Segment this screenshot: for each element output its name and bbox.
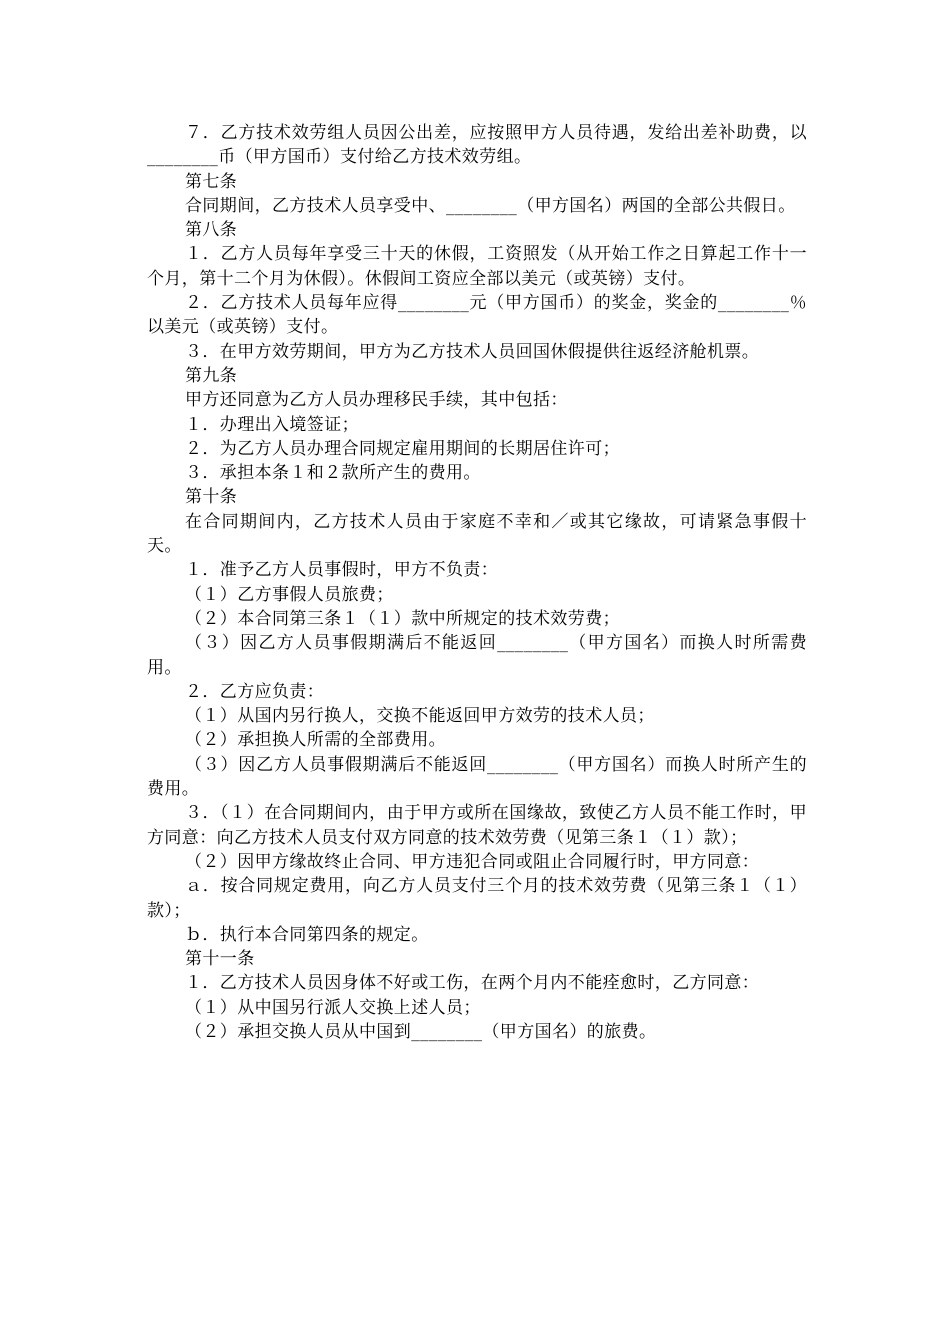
article-8-item-2: ２．乙方技术人员每年应得________元（甲方国币）的奖金，奖金的________％以美元（或英镑）支付。 bbox=[147, 293, 807, 338]
contract-text bbox=[147, 121, 807, 1044]
article-10-item-2-sub-3: （３）因乙方人员事假期满后不能返回________（甲方国名）而换人时所产生的费用。 bbox=[147, 754, 807, 800]
article-8-heading: 第八条 bbox=[185, 220, 238, 241]
article-7-heading: 第七条 bbox=[185, 171, 238, 192]
article-11-item-1-sub-2: （２）承担交换人员从中国到________（甲方国名）的旅费。 bbox=[185, 1021, 657, 1042]
article-10-item-2-sub-1: （１）从国内另行换人，交换不能返回甲方效劳的技术人员； bbox=[185, 706, 655, 727]
article-10-item-2-sub-2: （２）承担换人所需的全部费用。 bbox=[185, 730, 446, 751]
article-9-heading: 第九条 bbox=[185, 365, 238, 386]
article-9-item-3: ３．承担本条１和２款所产生的费用。 bbox=[185, 463, 481, 484]
article-8-item-1: １．乙方人员每年享受三十天的休假，工资照发（从开始工作之日算起工作十一个月，第十二个月为休假）。休假间工资应全部以美元（或英镑）支付。 bbox=[147, 244, 807, 289]
article-11-item-1-sub-1: （１）从中国另行派人交换上述人员； bbox=[185, 997, 481, 1018]
article-11-heading: 第十一条 bbox=[185, 949, 255, 970]
clause-7-item-7: ７．乙方技术效劳组人员因公出差，应按照甲方人员待遇，发给出差补助费，以________币（甲方国币）支付给乙方技术效劳组。 bbox=[147, 123, 807, 168]
article-9-item-2: ２．为乙方人员办理合同规定雇用期间的长期居住许可； bbox=[185, 438, 620, 459]
article-11-item-1: １．乙方技术人员因身体不好或工伤，在两个月内不能痊愈时，乙方同意： bbox=[185, 973, 760, 994]
article-10-item-1-sub-1: （１）乙方事假人员旅费； bbox=[185, 584, 394, 605]
article-9-item-1: １．办理出入境签证； bbox=[185, 414, 359, 435]
article-10-item-3-sub-b: ｂ．执行本合同第四条的规定。 bbox=[185, 924, 429, 945]
article-7-body: 合同期间，乙方技术人员享受中、________（甲方国名）两国的全部公共假日。 bbox=[185, 195, 796, 216]
article-8-item-3: ３．在甲方效劳期间，甲方为乙方技术人员回国休假提供往返经济舱机票。 bbox=[185, 341, 760, 362]
article-10-item-1-sub-3: （３）因乙方人员事假期满后不能返回________（甲方国名）而换人时所需费用。 bbox=[147, 633, 807, 678]
article-10-item-1: １．准予乙方人员事假时，甲方不负责： bbox=[185, 560, 499, 581]
article-10-body: 在合同期间内，乙方技术人员由于家庭不幸和／或其它缘故，可请紧急事假十天。 bbox=[147, 511, 807, 557]
article-10-item-3-sub-2: （２）因甲方缘故终止合同、甲方违犯合同或阻止合同履行时，甲方同意： bbox=[185, 851, 760, 872]
article-10-heading: 第十条 bbox=[185, 487, 238, 508]
article-9-body: 甲方还同意为乙方人员办理移民手续，其中包括： bbox=[185, 390, 568, 411]
article-10-item-3: ３．（１）在合同期间内，由于甲方或所在国缘故，致使乙方人员不能工作时，甲方同意：向乙方技术人员支付双方同意的技术效劳费（见第三条１（１）款）； bbox=[147, 803, 807, 848]
article-10-item-1-sub-2: （２）本合同第三条１（１）款中所规定的技术效劳费； bbox=[185, 608, 620, 629]
article-10-item-2: ２．乙方应负责： bbox=[185, 681, 325, 702]
article-10-item-3-sub-a: ａ．按合同规定费用，向乙方人员支付三个月的技术效劳费（见第三条１（１）款）； bbox=[147, 876, 807, 921]
